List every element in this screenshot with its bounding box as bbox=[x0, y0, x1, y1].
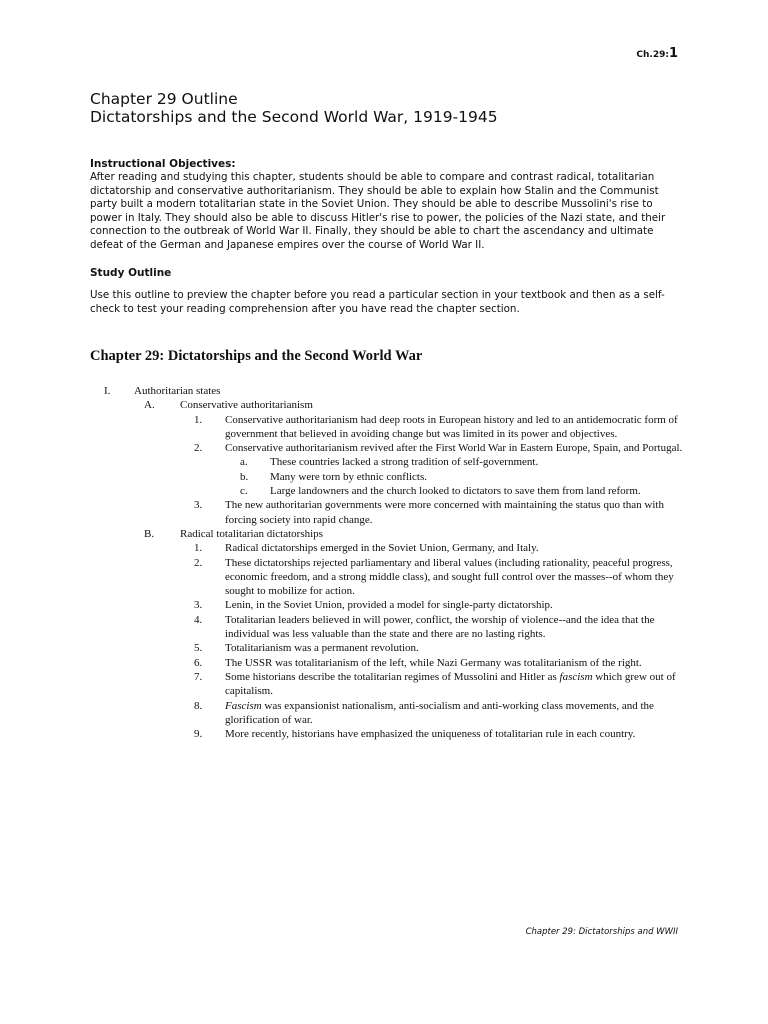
outline-item bbox=[90, 484, 690, 498]
outline-marker: A. bbox=[144, 399, 155, 412]
outline-marker: c. bbox=[240, 485, 248, 498]
page-footer: Chapter 29: Dictatorships and WWII bbox=[525, 927, 678, 937]
outline-text: Radical totalitarian dictatorships bbox=[180, 527, 323, 540]
objectives-section bbox=[90, 158, 680, 253]
outline-text: Conservative authoritarianism revived after the First World War in Eastern Europe, Spain, and Portugal. bbox=[225, 442, 683, 455]
page-number-prefix: Ch.29: bbox=[636, 50, 669, 60]
outline-item bbox=[90, 527, 690, 541]
outline-item bbox=[90, 384, 690, 398]
outline-marker: 4. bbox=[194, 613, 203, 626]
study-outline-heading: Study Outline bbox=[90, 267, 172, 279]
title-line-1: Chapter 29 Outline bbox=[90, 90, 238, 108]
outline-marker: 1. bbox=[194, 542, 203, 555]
outline-text: Conservative authoritarianism had deep roots in European history and led to an antidemocratic form of government that believed in avoiding change but was limited in its power and objectives. bbox=[225, 413, 678, 440]
outline-emphasis: fascism bbox=[559, 670, 593, 683]
outline-text: Radical dictatorships emerged in the Soviet Union, Germany, and Italy. bbox=[225, 542, 539, 555]
outline-text: These dictatorships rejected parliamentary and liberal values (including rationality, peaceful progress, economic freedom, and a strong middle class), and sought full control over the masses--of whom they sought to mobilize for action. bbox=[225, 556, 674, 598]
section-heading: Chapter 29: Dictatorships and the Second World War bbox=[90, 348, 423, 364]
outline-marker: 2. bbox=[194, 556, 203, 569]
outline-item bbox=[90, 455, 690, 469]
page-title bbox=[90, 90, 498, 126]
outline-marker: 3. bbox=[194, 499, 203, 512]
outline-item bbox=[90, 670, 690, 699]
outline-item bbox=[90, 498, 690, 527]
outline-marker: 9. bbox=[194, 728, 203, 741]
title-line-2: Dictatorships and the Second World War, 1919-1945 bbox=[90, 108, 498, 126]
outline-marker: 3. bbox=[194, 599, 203, 612]
page-number-value: 1 bbox=[668, 46, 678, 61]
outline-text: Many were torn by ethnic conflicts. bbox=[270, 470, 428, 483]
outline-text bbox=[225, 670, 690, 699]
outline-item bbox=[90, 398, 690, 412]
outline-marker: 5. bbox=[194, 642, 203, 655]
study-outline-text: Use this outline to preview the chapter before you read a particular section in your textbook and then as a self-check to test your reading comprehension after you have read the chapter section. bbox=[90, 289, 665, 315]
outline-marker: 7. bbox=[194, 670, 203, 683]
outline-marker: 6. bbox=[194, 656, 203, 669]
outline-marker: 8. bbox=[194, 699, 203, 712]
outline-text: Lenin, in the Soviet Union, provided a model for single-party dictatorship. bbox=[225, 599, 553, 612]
outline-text: The new authoritarian governments were more concerned with maintaining the status quo than with forcing society into rapid change. bbox=[225, 499, 664, 526]
outline-text: Totalitarianism was a permanent revolution. bbox=[225, 642, 419, 655]
outline-item bbox=[90, 699, 690, 728]
outline-item bbox=[90, 598, 690, 612]
outline-text: These countries lacked a strong tradition of self-government. bbox=[270, 456, 539, 469]
outline-item bbox=[90, 556, 690, 599]
outline-marker: b. bbox=[240, 470, 249, 483]
outline-item bbox=[90, 641, 690, 655]
page-number bbox=[636, 46, 678, 61]
outline-text-part: which grew out of capitalism. bbox=[225, 670, 676, 698]
outline-text: Large landowners and the church looked to dictators to save them from land reform. bbox=[270, 485, 641, 498]
outline-text-part: Some historians describe the totalitarian regimes of Mussolini and Hitler as bbox=[225, 670, 560, 683]
outline-text: Authoritarian states bbox=[134, 385, 221, 397]
outline-text: The USSR was totalitarianism of the left, while Nazi Germany was totalitarianism of the right. bbox=[225, 656, 642, 669]
outline-item bbox=[90, 470, 690, 484]
objectives-heading: Instructional Objectives: bbox=[90, 158, 236, 170]
outline-emphasis: Fascism bbox=[225, 699, 262, 712]
outline-text: Conservative authoritarianism bbox=[180, 399, 313, 412]
outline-item bbox=[90, 656, 690, 670]
outline-text: Totalitarian leaders believed in will power, conflict, the worship of violence--and the idea that the individual was less valuable than the state and there are no lasting rights. bbox=[225, 613, 655, 641]
outline-item bbox=[90, 541, 690, 555]
outline-text-part: was expansionist nationalism, anti-socialism and anti-working class movements, and the glorification of war. bbox=[225, 699, 654, 726]
outline-item bbox=[90, 413, 690, 442]
outline-item bbox=[90, 441, 690, 455]
outline-marker: I. bbox=[104, 385, 111, 397]
outline-marker: 1. bbox=[194, 413, 203, 426]
outline-text bbox=[225, 699, 690, 728]
outline-marker: B. bbox=[144, 527, 155, 540]
chapter-outline bbox=[90, 384, 690, 741]
outline-marker: a. bbox=[240, 456, 248, 469]
outline-text: More recently, historians have emphasized the uniqueness of totalitarian rule in each country. bbox=[225, 728, 636, 741]
objectives-text: After reading and studying this chapter, students should be able to compare and contrast radical, totalitarian dictatorship and conservative authoritarianism. They should be able to explain how Stalin and the Communist party built a modern totalitarian state in the Soviet Union. They should be able to describe Mussolini's rise to power in Italy. They should also be able to discuss Hitler's rise to power, the policies of the Nazi state, and their connection to the outbreak of World War II. Finally, they should be able to chart the ascendancy and ultimate defeat of the German and Japanese empires over the course of World War II. bbox=[90, 171, 666, 251]
outline-item bbox=[90, 727, 690, 741]
outline-item bbox=[90, 613, 690, 642]
outline-marker: 2. bbox=[194, 442, 203, 455]
